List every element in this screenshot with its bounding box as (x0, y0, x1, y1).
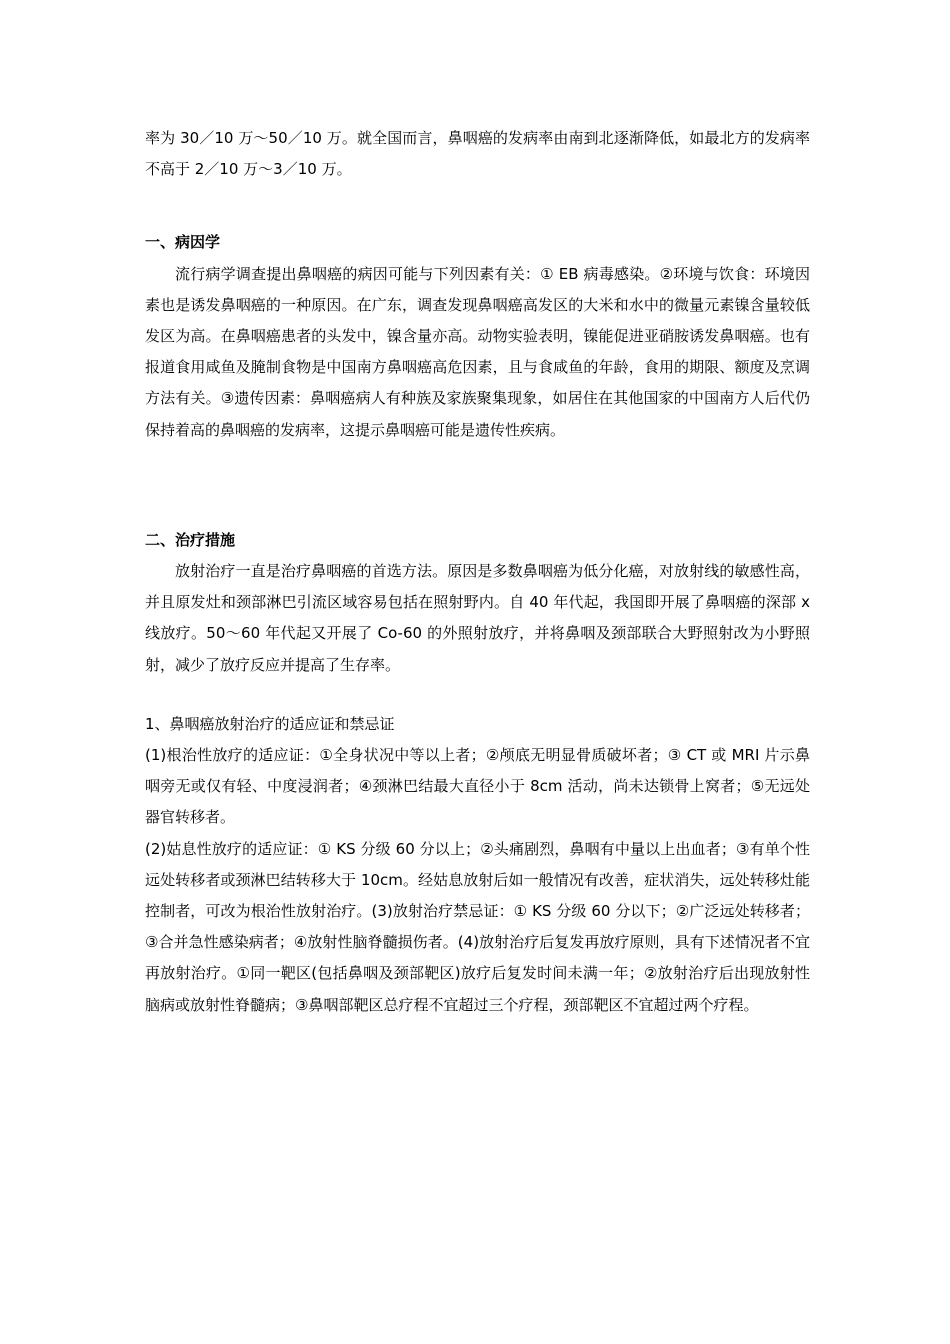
subsection-heading-indications: 1、鼻咽癌放射治疗的适应证和禁忌证 (145, 714, 395, 733)
indication-item-radical: (1)根治性放疗的适应证：①全身状况中等以上者；②颅底无明显骨质破坏者；③ CT 或 MRI 片示鼻咽旁无或仅有轻、中度浸润者；④颈淋巴结最大直径小于 8cm 活动，尚未达锁骨上窝者；⑤无远处器官转移者。 (145, 746, 810, 827)
intro-paragraph: 率为 30／10 万～50／10 万。就全国而言，鼻咽癌的发病率由南到北逐渐降低，如最北方的发病率不高于 2／10 万～3／10 万。 (145, 129, 810, 179)
etiology-paragraph: 流行病学调查提出鼻咽癌的病因可能与下列因素有关：① EB 病毒感染。②环境与饮食：环境因素也是诱发鼻咽癌的一种原因。在广东，调查发现鼻咽癌高发区的大米和水中的微量元素镍含量较低发区为高。在鼻咽癌患者的头发中，镍含量亦高。动物实验表明，镍能促进亚硝胺诱发鼻咽癌。也有报道食用咸鱼及腌制食物是中国南方鼻咽癌高危因素，且与食咸鱼的年龄，食用的期限、额度及烹调方法有关。③遗传因素：鼻咽癌病人有种族及家族聚集现象，如居住在其他国家的中国南方人后代仍保持着高的鼻咽癌的发病率，这提示鼻咽癌可能是遗传性疾病。 (145, 264, 810, 439)
document-page (145, 123, 810, 1021)
section-heading-treatment: 二、治疗措施 (145, 530, 236, 549)
treatment-paragraph: 放射治疗一直是治疗鼻咽癌的首选方法。原因是多数鼻咽癌为低分化癌，对放射线的敏感性高，并且原发灶和颈部淋巴引流区域容易包括在照射野内。自 40 年代起，我国即开展了鼻咽癌的深部 x 线放疗。50～60 年代起又开展了 Co-60 的外照射放疗，并将鼻咽及颈部联合大野照射改为小野照射，减少了放疗反应并提高了生存率。 (145, 562, 810, 674)
indication-item-palliative: (2)姑息性放疗的适应证：① KS 分级 60 分以上；②头痛剧烈，鼻咽有中量以上出血者；③有单个性远处转移者或颈淋巴结转移大于 10cm。经姑息放射后如一般情况有改善，症状消失，远处转移灶能控制者，可改为根治性放射治疗。(3)放射治疗禁忌证：① KS 分级 60 分以下；②广泛远处转移者；③合并急性感染病者；④放射性脑脊髓损伤者。(4)放射治疗后复发再放疗原则，具有下述情况者不宜再放射治疗。①同一靶区(包括鼻咽及颈部靶区)放疗后复发时间未满一年；②放射治疗后出现放射性脑病或放射性脊髓病；③鼻咽部靶区总疗程不宜超过三个疗程，颈部靶区不宜超过两个疗程。 (145, 839, 810, 1014)
section-heading-etiology: 一、病因学 (145, 233, 221, 252)
